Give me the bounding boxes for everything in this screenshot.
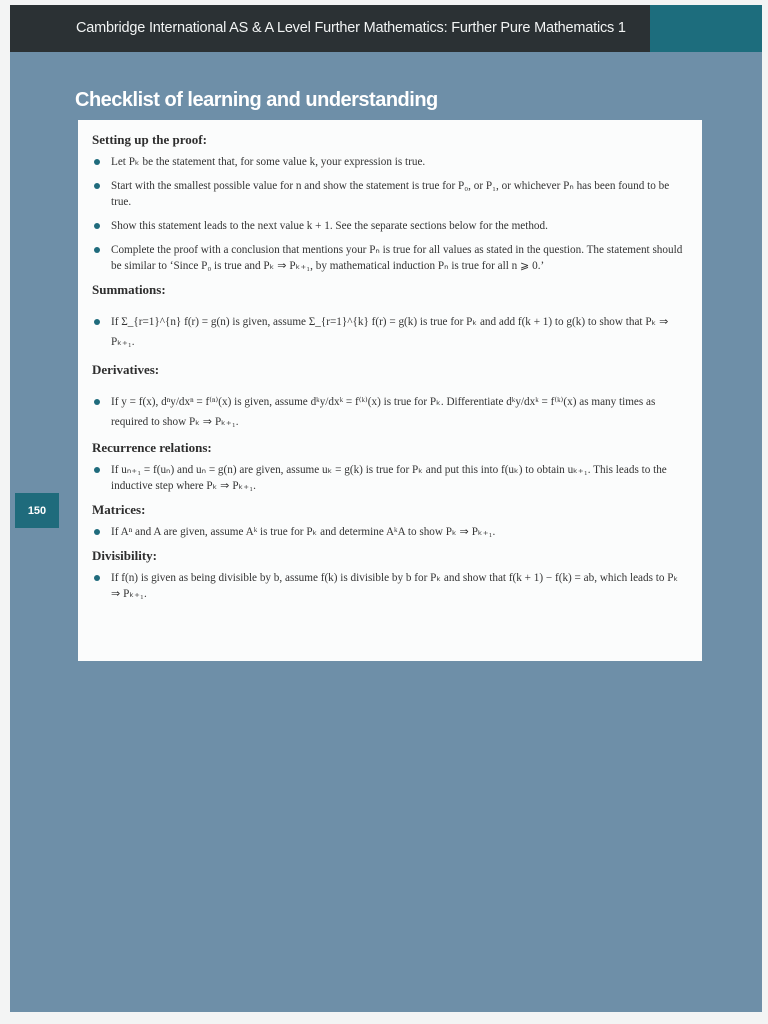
list-item [92, 242, 688, 274]
section-heading: Derivatives: [92, 362, 160, 377]
list-item [92, 524, 688, 540]
section-matrices [92, 502, 688, 540]
bullet-icon [94, 529, 100, 535]
section-heading: Matrices: [92, 502, 146, 517]
item-text: Complete the proof with a conclusion that mentions your Pₙ is true for all values as stated in the question. The statement should be similar to ‘Since P₀ is true and Pₖ ⇒ Pₖ₊₁, by mathematical induction Pₙ is true for all n ⩾ 0.’ [111, 244, 683, 272]
page-title: Checklist of learning and understanding [75, 89, 438, 111]
item-text: Let Pₖ be the statement that, for some value k, your expression is true. [111, 156, 426, 168]
checklist-box [78, 120, 702, 661]
header-accent [650, 5, 762, 52]
section-heading: Recurrence relations: [92, 440, 212, 455]
section-summations [92, 282, 688, 352]
header-bar [10, 5, 650, 52]
list-item [92, 392, 688, 432]
running-head: Cambridge International AS & A Level Further Mathematics: Further Pure Mathematics 1 [76, 20, 626, 36]
bullet-icon [94, 575, 100, 581]
list-item [92, 154, 688, 170]
item-text: If Σ_{r=1}^{n} f(r) = g(n) is given, assume Σ_{r=1}^{k} f(r) = g(k) is true for Pₖ and add f(k + 1) to g(k) to show that Pₖ ⇒ Pₖ₊₁. [111, 316, 669, 348]
section-recurrence [92, 440, 688, 494]
list-item [92, 312, 688, 352]
item-text: If f(n) is given as being divisible by b, assume f(k) is divisible by b for Pₖ and show that f(k + 1) − f(k) = ab, which leads to Pₖ ⇒ Pₖ₊₁. [111, 572, 679, 600]
item-text: If uₙ₊₁ = f(uₙ) and uₙ = g(n) are given, assume uₖ = g(k) is true for Pₖ and put this into f(uₖ) to obtain uₖ₊₁. This leads to the inductive step where Pₖ ⇒ Pₖ₊₁. [111, 464, 667, 492]
list-item [92, 462, 688, 494]
section-heading: Divisibility: [92, 548, 158, 563]
list-item [92, 178, 688, 210]
bullet-icon [94, 183, 100, 189]
list-item [92, 570, 688, 602]
bullet-icon [94, 159, 100, 165]
section-setting-up [92, 132, 688, 274]
item-text: If Aⁿ and A are given, assume Aᵏ is true for Pₖ and determine AᵏA to show Pₖ ⇒ Pₖ₊₁. [111, 526, 496, 538]
bullet-icon [94, 467, 100, 473]
item-text: If y = f(x), dⁿy/dxⁿ = f⁽ⁿ⁾(x) is given, assume dᵏy/dxᵏ = f⁽ᵏ⁾(x) is true for Pₖ. Differentiate dᵏy/dxᵏ = f⁽ᵏ⁾(x) as many times as required to show Pₖ ⇒ Pₖ₊₁. [111, 396, 656, 428]
list-item [92, 218, 688, 234]
bullet-icon [94, 247, 100, 253]
section-divisibility [92, 548, 688, 602]
section-heading: Setting up the proof: [92, 132, 207, 147]
page [10, 5, 762, 1012]
bullet-icon [94, 399, 100, 405]
page-number: 150 [15, 493, 59, 528]
section-heading: Summations: [92, 282, 166, 297]
bullet-icon [94, 319, 100, 325]
bullet-icon [94, 223, 100, 229]
section-derivatives [92, 362, 688, 432]
item-text: Show this statement leads to the next value k + 1. See the separate sections below for the method. [111, 220, 548, 232]
item-text: Start with the smallest possible value for n and show the statement is true for P₀, or P₁, or whichever Pₙ has been found to be true. [111, 180, 670, 208]
